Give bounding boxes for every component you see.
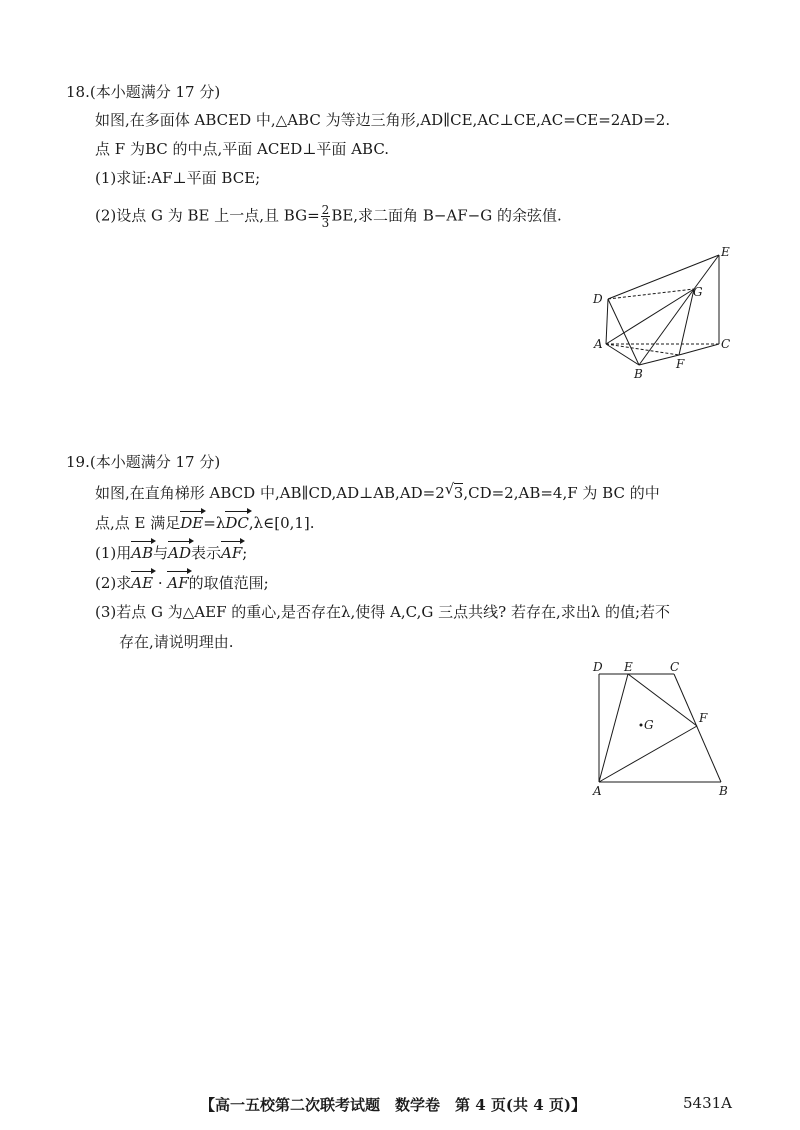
q19-line2: 点,点 E 满足DE=λDC,λ∈[0,1]. xyxy=(95,514,315,532)
vector-af-2: AF xyxy=(167,574,189,592)
q19-part1: (1)用AB与AD表示AF; xyxy=(95,544,248,562)
fraction-two-thirds: $\frac{2}{3}$ xyxy=(321,203,330,230)
q18-line1: 如图,在多面体 ABCED 中,△ABC 为等边三角形,AD∥CE,AC⊥CE,AC=CE=2AD=2. xyxy=(95,111,671,129)
label-c: C xyxy=(721,337,731,351)
label-a: A xyxy=(593,784,602,798)
q18-figure xyxy=(588,244,736,380)
label-b: B xyxy=(634,367,643,380)
exam-code: 5431A xyxy=(683,1094,733,1112)
label-d: D xyxy=(593,660,603,674)
label-c: C xyxy=(670,660,680,674)
q18-heading: 18.(本小题满分 17 分) xyxy=(66,83,221,101)
label-e: E xyxy=(721,245,730,259)
label-b: B xyxy=(719,784,728,798)
q19-part2: (2)求AE · AF的取值范围; xyxy=(95,574,269,592)
vector-ae: AE xyxy=(131,574,154,592)
label-g: G xyxy=(644,718,654,732)
q19-figure xyxy=(588,658,736,798)
label-f: F xyxy=(699,711,708,725)
vector-ab: AB xyxy=(131,544,154,562)
q19-line1: 如图,在直角梯形 ABCD 中,AB∥CD,AD⊥AB,AD=2 √ 3,CD=2,AB=4,F 为 BC 的中 xyxy=(95,480,660,502)
q19-part3-line1: (3)若点 G 为△AEF 的重心,是否存在λ,使得 A,C,G 三点共线? 若存在,求出λ 的值;若不 xyxy=(95,603,671,621)
label-a: A xyxy=(594,337,603,351)
vector-af: AF xyxy=(221,544,243,562)
q18-part2: (2)设点 G 为 BE 上一点,且 BG= $\frac{2}{3}$ BE,求二面角 B−AF−G 的余弦值. xyxy=(95,203,562,230)
label-g: G xyxy=(693,285,703,299)
q19-part3-line2: 存在,请说明理由. xyxy=(119,633,234,651)
label-f: F xyxy=(676,357,685,371)
q18-part1: (1)求证:AF⊥平面 BCE; xyxy=(95,169,261,187)
q18-line2: 点 F 为BC 的中点,平面 ACED⊥平面 ABC. xyxy=(95,140,390,158)
vector-dc: DC xyxy=(225,514,249,532)
vector-de: DE xyxy=(180,514,204,532)
page-footer: 【高一五校第二次联考试题 数学卷 第 4 页(共 4 页)】 xyxy=(200,1096,586,1114)
q19-heading: 19.(本小题满分 17 分) xyxy=(66,453,221,471)
label-d: D xyxy=(593,292,603,306)
label-e: E xyxy=(624,660,633,674)
centroid-point xyxy=(640,724,643,727)
sqrt-three: √ 3 xyxy=(444,480,464,502)
vector-ad: AD xyxy=(168,544,191,562)
